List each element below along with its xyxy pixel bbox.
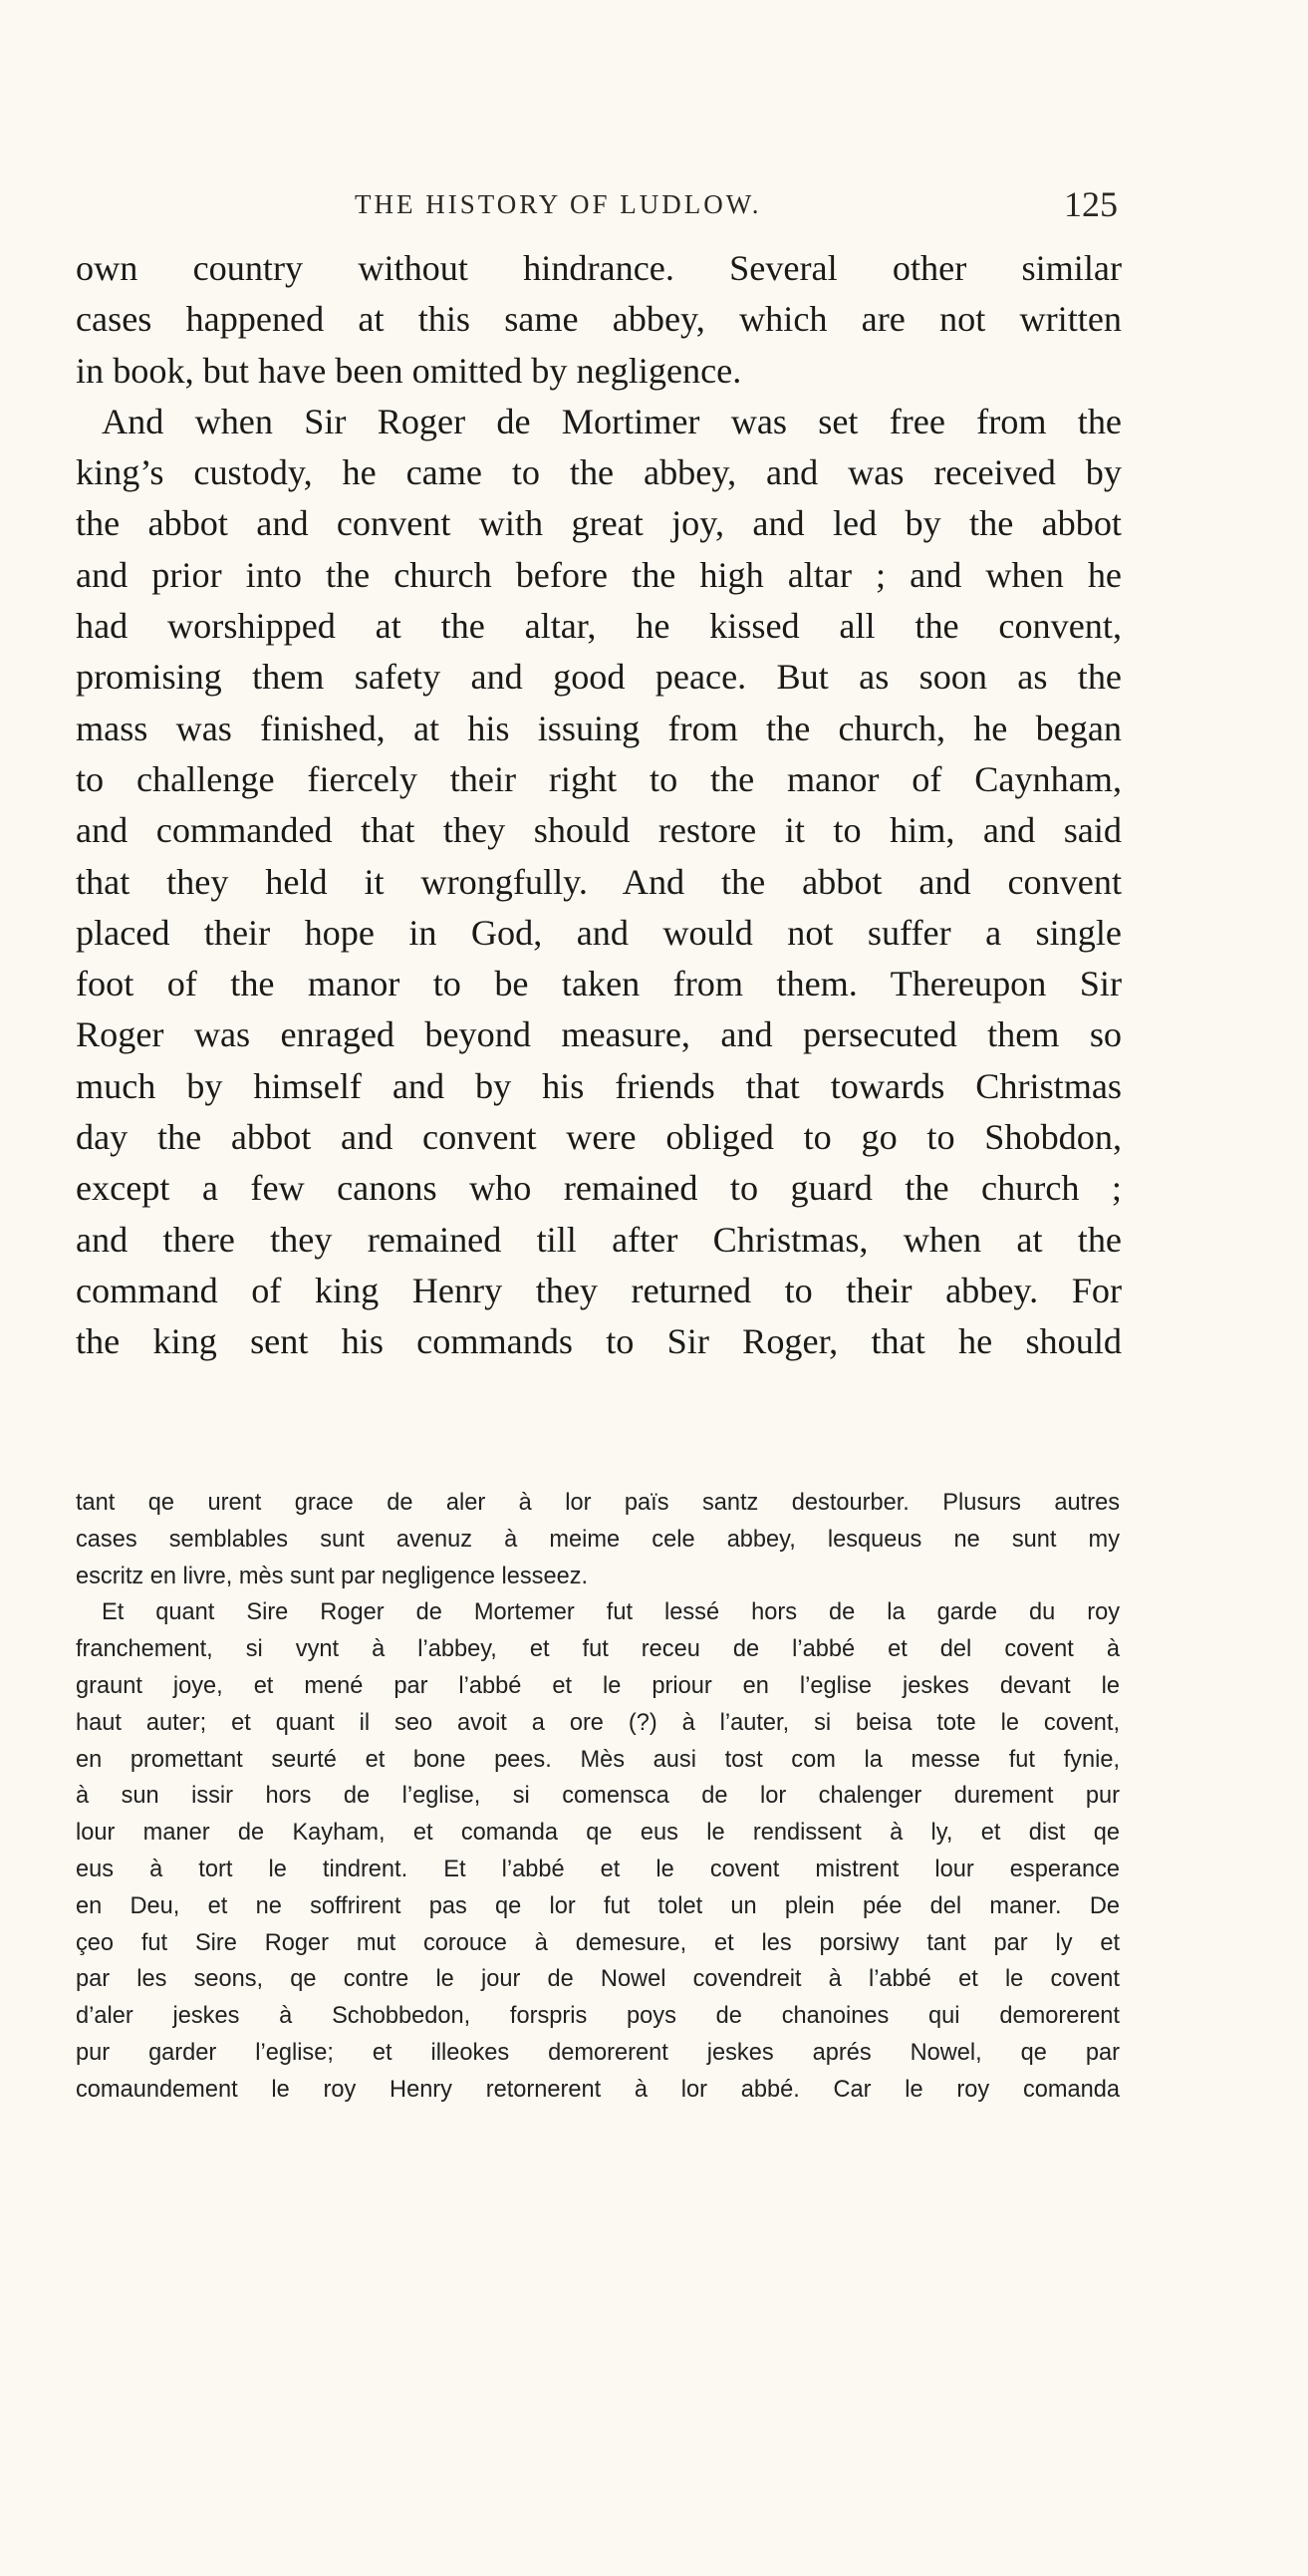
- footnote-line: haut auter; et quant il seo avoit a ore (?) à l’auter, si beisa tote le covent,: [76, 1709, 1120, 1736]
- footnote-line: franchement, si vynt à l’abbey, et fut receu de l’abbé et del covent à: [76, 1636, 1120, 1663]
- footnote-line: graunt joye, et mené par l’abbé et le priour en l’eglise jeskes devant le: [76, 1672, 1120, 1699]
- main-text-line: And when Sir Roger de Mortimer was set free from the: [102, 401, 1122, 441]
- main-text-line: and prior into the church before the high altar ; and when he: [76, 554, 1122, 595]
- page-number: 125: [1064, 184, 1118, 224]
- main-text-line: the king sent his commands to Sir Roger, that he should: [76, 1321, 1122, 1362]
- footnote-line: Et quant Sire Roger de Mortemer fut lessé hors de la garde du roy: [102, 1599, 1120, 1626]
- main-text-line: king’s custody, he came to the abbey, and was received by: [76, 452, 1122, 493]
- main-text-line: foot of the manor to be taken from them. Thereupon Sir: [76, 964, 1122, 1004]
- main-text-line: cases happened at this same abbey, which are not written: [76, 299, 1122, 340]
- main-text-line: that they held it wrongfully. And the abbot and convent: [76, 861, 1122, 902]
- footnote-line: escritz en livre, mès sunt par negligence lesseez.: [76, 1563, 589, 1589]
- main-text-line: except a few canons who remained to guard the church ;: [76, 1168, 1122, 1209]
- main-text-line: and commanded that they should restore it to him, and said: [76, 810, 1122, 851]
- main-text-line: and there they remained till after Christmas, when at the: [76, 1219, 1122, 1260]
- main-text-line: much by himself and by his friends that towards Christmas: [76, 1065, 1122, 1106]
- main-text-line: own country without hindrance. Several other similar: [76, 248, 1122, 288]
- main-text-line: command of king Henry they returned to their abbey. For: [76, 1270, 1122, 1310]
- footnote-line: en promettant seurté et bone pees. Mès ausi tost com la messe fut fynie,: [76, 1746, 1120, 1773]
- main-text-line: mass was finished, at his issuing from the church, he began: [76, 708, 1122, 748]
- running-head: [0, 179, 1308, 229]
- footnote-line: en Deu, et ne soffrirent pas qe lor fut tolet un plein pée del maner. De: [76, 1892, 1120, 1919]
- footnote-line: à sun issir hors de l’eglise, si comensca de lor chalenger durement pur: [76, 1783, 1120, 1810]
- main-text-line: promising them safety and good peace. But as soon as the: [76, 657, 1122, 698]
- footnote-line: lour maner de Kayham, et comanda qe eus le rendissent à ly, et dist qe: [76, 1820, 1120, 1847]
- main-text-line: had worshipped at the altar, he kissed all the convent,: [76, 606, 1122, 647]
- footnote-line: par les seons, qe contre le jour de Nowel covendreit à l’abbé et le covent: [76, 1966, 1120, 1993]
- main-text-line: Roger was enraged beyond measure, and persecuted them so: [76, 1014, 1122, 1055]
- main-text-line: day the abbot and convent were obliged to go to Shobdon,: [76, 1117, 1122, 1158]
- footnote-line: pur garder l’eglise; et illeokes demorerent jeskes aprés Nowel, qe par: [76, 2039, 1120, 2066]
- footnote-line: çeo fut Sire Roger mut corouce à demesure, et les porsiwy tant par ly et: [76, 1929, 1120, 1956]
- footnote: [76, 1485, 1120, 2109]
- main-text-line: in book, but have been omitted by negligence.: [76, 350, 742, 391]
- main-text-line: placed their hope in God, and would not suffer a single: [76, 912, 1122, 953]
- running-title: THE HISTORY OF LUDLOW.: [355, 189, 762, 219]
- footnote-line: comaundement le roy Henry retornerent à lor abbé. Car le roy comanda: [76, 2076, 1120, 2103]
- footnote-line: eus à tort le tindrent. Et l’abbé et le covent mistrent lour esperance: [76, 1856, 1120, 1882]
- footnote-line: tant qe urent grace de aler à lor païs santz destourber. Plusurs autres: [76, 1490, 1120, 1516]
- footnote-line: cases semblables sunt avenuz à meime cele abbey, lesqueus ne sunt my: [76, 1526, 1120, 1553]
- main-text: [76, 243, 1122, 1368]
- main-text-line: to challenge fiercely their right to the manor of Caynham,: [76, 758, 1122, 799]
- footnote-line: d’aler jeskes à Schobbedon, forspris poys de chanoines qui demorerent: [76, 2003, 1120, 2030]
- main-text-line: the abbot and convent with great joy, and led by the abbot: [76, 503, 1122, 544]
